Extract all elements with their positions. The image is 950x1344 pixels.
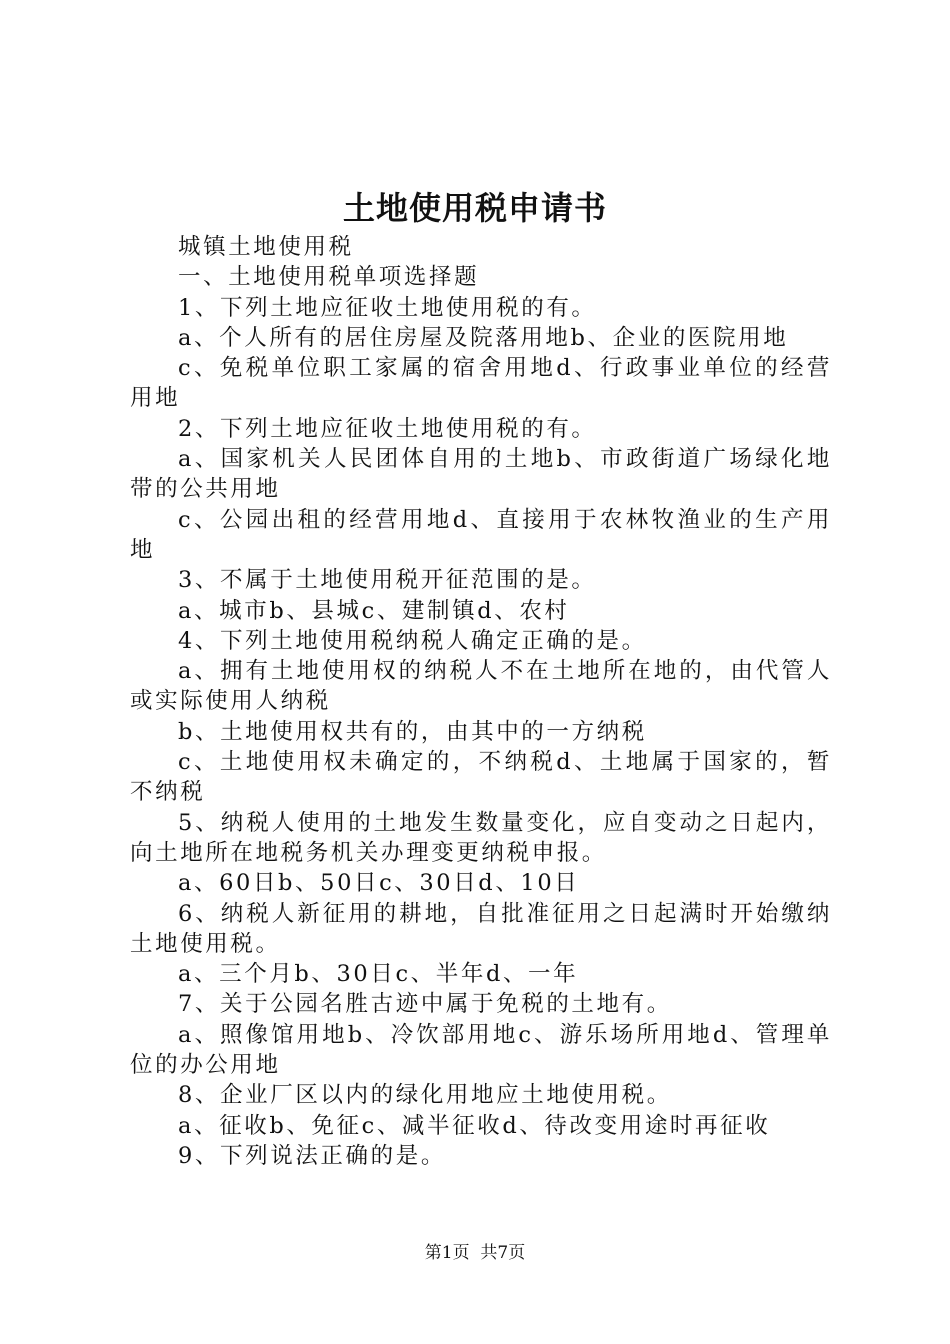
paragraph: 1、下列土地应征收土地使用税的有。: [178, 294, 597, 321]
paragraph: a、国家机关人民团体自用的土地b、市政街道广场绿化地带的公共用地: [130, 446, 832, 503]
page-total: 共7页: [480, 1243, 526, 1263]
paragraph: 9、下列说法正确的是。: [178, 1142, 446, 1169]
paragraph: b、土地使用权共有的，由其中的一方纳税: [178, 718, 647, 745]
paragraph: 6、纳税人新征用的耕地，自批准征用之日起满时开始缴纳土地使用税。: [130, 900, 832, 957]
paragraph: a、三个月b、30日c、半年d、一年: [178, 961, 579, 988]
paragraph: a、拥有土地使用权的纳税人不在土地所在地的，由代管人或实际使用人纳税: [130, 658, 832, 715]
paragraph: 3、不属于土地使用税开征范围的是。: [178, 567, 597, 594]
paragraph: a、征收b、免征c、减半征收d、待改变用途时再征收: [178, 1112, 771, 1139]
paragraph: a、个人所有的居住房屋及院落用地b、企业的医院用地: [178, 324, 789, 351]
paragraph: 7、关于公园名胜古迹中属于免税的土地有。: [178, 991, 672, 1018]
paragraph: 城镇土地使用税: [178, 234, 354, 260]
paragraph: c、公园出租的经营用地d、直接用于农林牧渔业的生产用地: [130, 506, 832, 563]
paragraph: a、60日b、50日c、30日d、10日: [178, 870, 580, 897]
document-body: [130, 232, 832, 1171]
page-number: 第1页: [424, 1243, 470, 1263]
paragraph: c、土地使用权未确定的，不纳税d、土地属于国家的，暂不纳税: [130, 749, 832, 806]
page-footer: [0, 1241, 950, 1265]
paragraph: 2、下列土地应征收土地使用税的有。: [178, 415, 597, 442]
paragraph: a、城市b、县城c、建制镇d、农村: [178, 597, 570, 624]
paragraph: 5、纳税人使用的土地发生数量变化，应自变动之日起内，向土地所在地税务机关办理变更纳税申报。: [130, 809, 832, 866]
document-title: 土地使用税申请书: [342, 189, 607, 227]
paragraph: 4、下列土地使用税纳税人确定正确的是。: [178, 627, 647, 654]
paragraph: 一、土地使用税单项选择题: [178, 264, 480, 291]
paragraph: c、免税单位职工家属的宿舍用地d、行政事业单位的经营用地: [130, 355, 832, 412]
paragraph: a、照像馆用地b、冷饮部用地c、游乐场所用地d、管理单位的办公用地: [130, 1021, 832, 1079]
footer-spacer: [470, 1243, 481, 1263]
paragraph: 8、企业厂区以内的绿化用地应土地使用税。: [178, 1082, 672, 1109]
